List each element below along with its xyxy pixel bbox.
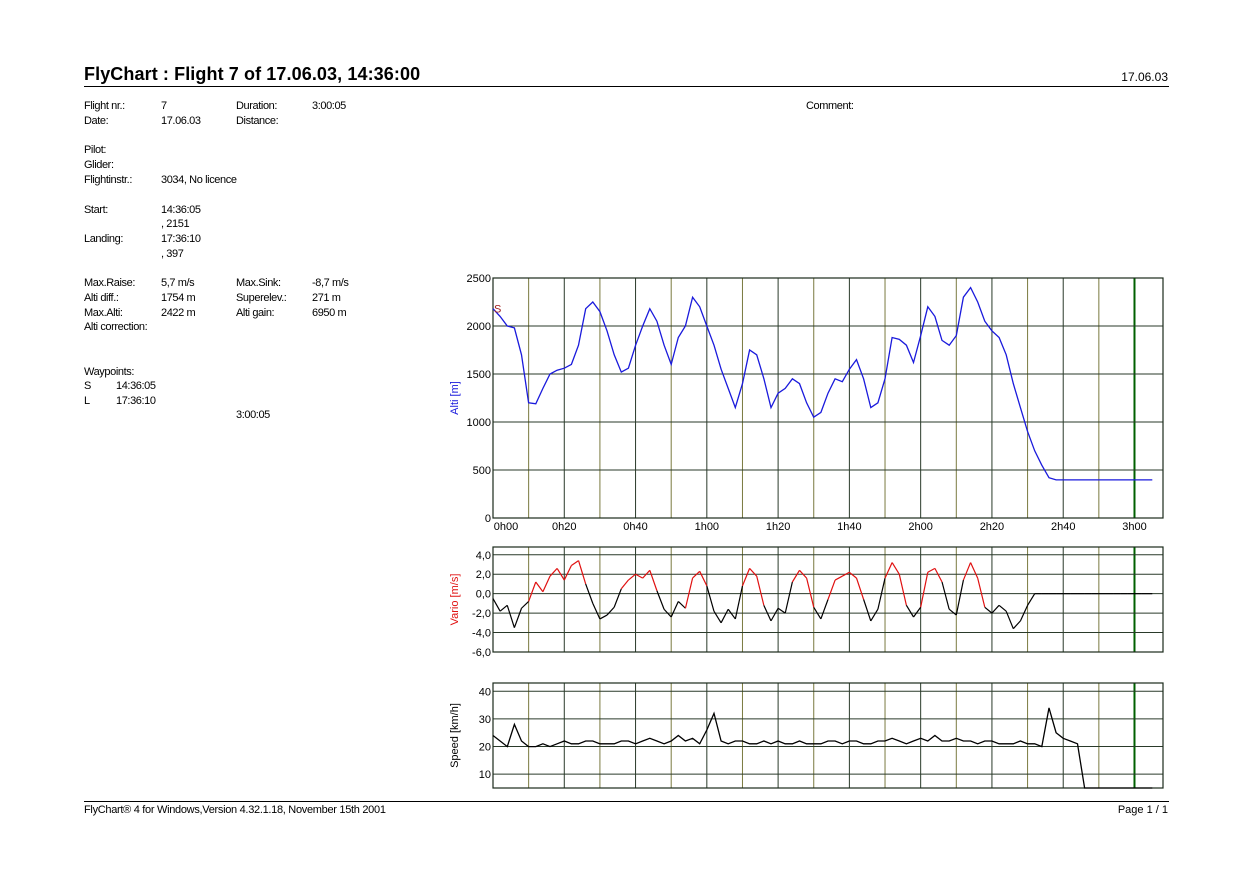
speed-chart-ytick-label: 20 (478, 741, 491, 754)
alti-xtick-label: 3h00 (1122, 521, 1147, 533)
vario-chart-segment (892, 563, 899, 575)
alti-xtick-label: 1h40 (837, 521, 862, 533)
vario-chart-segment (942, 582, 949, 609)
vario-chart-segment (971, 563, 978, 579)
vario-chart-segment (928, 568, 935, 572)
date-value: 17.06.03 (161, 115, 201, 127)
comment-label: Comment: (806, 100, 854, 112)
vario-chart-segment (607, 607, 614, 615)
vario-chart-segment (507, 605, 514, 627)
vario-chart-segment (543, 576, 550, 592)
vario-chart-segment (821, 600, 828, 619)
vario-chart-segment (921, 572, 928, 607)
waypoint-2-id: L (84, 395, 90, 407)
vario-chart-segment (735, 586, 742, 619)
vario-chart-segment (536, 582, 543, 592)
maxalti-label: Max.Alti: (84, 307, 123, 319)
vario-chart-segment (992, 605, 999, 613)
vario-chart-segment (778, 608, 785, 613)
page-title: FlyChart : Flight 7 of 17.06.03, 14:36:00 (84, 64, 421, 84)
vario-chart-segment (871, 609, 878, 621)
landing-time: 17:36:10 (161, 233, 201, 245)
vario-chart-segment (742, 568, 749, 586)
start-alt: , 2151 (161, 218, 190, 230)
vario-chart-segment (628, 574, 635, 580)
maxsink-value: -8,7 m/s (312, 277, 349, 289)
alti-xtick-label: 2h40 (1050, 521, 1076, 533)
vario-chart-segment (757, 576, 764, 605)
maxalti-value: 2422 m (161, 307, 196, 319)
vario-chart-segment (493, 599, 500, 612)
speed-chart-ytick-label: 30 (478, 713, 491, 726)
speed-chart-line (493, 708, 1152, 788)
vario-chart-segment (914, 607, 921, 617)
flight-nr-value: 7 (161, 100, 167, 112)
speed-chart-ytick-label: 10 (478, 769, 491, 782)
footer-version: FlyChart® 4 for Windows,Version 4.32.1.18, November 15th 2001 (84, 804, 386, 816)
vario-chart-segment (564, 565, 571, 580)
vario-chart-ytick-label: -2,0 (472, 608, 491, 621)
alti-chart-line (493, 288, 1152, 480)
vario-chart-segment (522, 601, 529, 608)
vario-chart-segment (650, 570, 657, 590)
vario-chart-segment (728, 609, 735, 619)
speed-chart-frame (493, 683, 1163, 788)
vario-chart-segment (721, 609, 728, 623)
vario-chart-segment (593, 603, 600, 619)
flightinstr-value: 3034, No licence (161, 174, 237, 186)
speed-chart-ytick-label: 40 (478, 686, 491, 699)
vario-chart-segment (864, 600, 871, 621)
alticorr-label: Alti correction: (84, 321, 148, 333)
date-label: Date: (84, 115, 109, 127)
alti-chart-frame (493, 278, 1163, 518)
altidiff-value: 1754 m (161, 292, 196, 304)
start-time: 14:36:05 (161, 204, 201, 216)
pilot-label: Pilot: (84, 144, 107, 156)
vario-chart-segment (807, 578, 814, 607)
altigain-value: 6950 m (312, 307, 347, 319)
vario-chart-ytick-label: -4,0 (472, 627, 491, 640)
flightinstr-label: Flightinstr.: (84, 174, 132, 186)
vario-chart-segment (785, 582, 792, 613)
distance-label: Distance: (236, 115, 279, 127)
vario-chart-segment (771, 608, 778, 621)
alti-xtick-label: 1h00 (694, 521, 720, 533)
vario-chart-segment (621, 580, 628, 589)
alti-xtick-label: 0h20 (552, 521, 577, 533)
vario-chart-ytick-label: 4,0 (475, 549, 491, 562)
vario-chart-segment (636, 574, 643, 578)
vario-chart-segment (906, 605, 913, 617)
vario-chart-segment (985, 607, 992, 613)
vario-chart-segment (707, 586, 714, 611)
start-marker: S (494, 303, 502, 316)
vario-chart-segment (600, 615, 607, 619)
vario-chart-ytick-label: 0,0 (475, 588, 491, 601)
vario-chart-segment (550, 568, 557, 576)
glider-label: Glider: (84, 159, 114, 171)
vario-chart-segment (949, 609, 956, 615)
footer-page: Page 1 / 1 (1117, 804, 1168, 816)
vario-chart-ylabel: Vario [m/s] (449, 573, 461, 626)
vario-chart-segment (935, 568, 942, 582)
waypoint-1-id: S (84, 380, 91, 392)
vario-chart-segment (571, 561, 578, 566)
alti-xtick-label: 2h20 (979, 521, 1005, 533)
alti-chart-ytick-label: 500 (472, 465, 491, 477)
vario-chart-segment (1013, 621, 1020, 629)
alti-xtick-label: 0h00 (493, 521, 519, 533)
alti-chart-ytick-label: 0 (484, 513, 491, 525)
vario-chart-segment (956, 580, 963, 615)
vario-chart-segment (1028, 594, 1035, 606)
maxsink-label: Max.Sink: (236, 277, 281, 289)
vario-chart-segment (678, 601, 685, 608)
speed-chart-ylabel: Speed [km/h] (449, 703, 461, 768)
flight-nr-label: Flight nr.: (84, 100, 125, 112)
vario-chart-segment (963, 563, 970, 581)
vario-chart-segment (978, 578, 985, 607)
vario-chart-segment (835, 576, 842, 580)
vario-chart-segment (700, 571, 707, 586)
alti-chart-ytick-label: 1500 (466, 369, 491, 381)
waypoint-1-time: 14:36:05 (116, 380, 156, 392)
duration-value: 3:00:05 (312, 100, 346, 112)
vario-chart-segment (529, 582, 536, 601)
alti-xtick-label: 1h20 (765, 521, 791, 533)
vario-chart-segment (614, 589, 621, 607)
vario-chart-segment (885, 563, 892, 579)
alti-xtick-label: 0h40 (623, 521, 648, 533)
superelev-label: Superelev.: (236, 292, 287, 304)
vario-chart-segment (514, 608, 521, 627)
vario-chart-ytick-label: 2,0 (475, 569, 491, 582)
waypoints-label: Waypoints: (84, 366, 135, 378)
footer-rule (84, 801, 1169, 802)
altidiff-label: Alti diff.: (84, 292, 119, 304)
alti-xtick-label: 2h00 (908, 521, 933, 533)
vario-chart-segment (828, 580, 835, 599)
vario-chart-segment (500, 605, 507, 611)
alti-chart-ytick-label: 2500 (466, 273, 491, 285)
altigain-label: Alti gain: (236, 307, 275, 319)
vario-chart-segment (792, 570, 799, 582)
maxraise-value: 5,7 m/s (161, 277, 195, 289)
maxraise-label: Max.Raise: (84, 277, 136, 289)
superelev-value: 271 m (312, 292, 341, 304)
vario-chart-ytick-label: -6,0 (472, 647, 491, 659)
vario-chart-segment (671, 601, 678, 617)
landing-alt: , 397 (161, 248, 184, 260)
vario-chart-segment (849, 572, 856, 578)
waypoint-2-time: 17:36:10 (116, 395, 156, 407)
landing-label: Landing: (84, 233, 124, 245)
header-date: 17.06.03 (1121, 70, 1168, 84)
vario-chart-segment (579, 561, 586, 584)
alti-chart-ylabel: Alti [m] (449, 381, 461, 415)
vario-chart-segment (750, 568, 757, 576)
vario-chart-segment (899, 574, 906, 605)
alti-chart-ytick-label: 1000 (466, 417, 491, 429)
vario-chart-segment (857, 578, 864, 599)
alti-chart-ytick-label: 2000 (466, 321, 491, 333)
vario-chart-segment (1006, 611, 1013, 629)
total-duration: 3:00:05 (236, 409, 270, 421)
vario-chart-segment (999, 605, 1006, 611)
duration-label: Duration: (236, 100, 278, 112)
start-label: Start: (84, 204, 108, 216)
